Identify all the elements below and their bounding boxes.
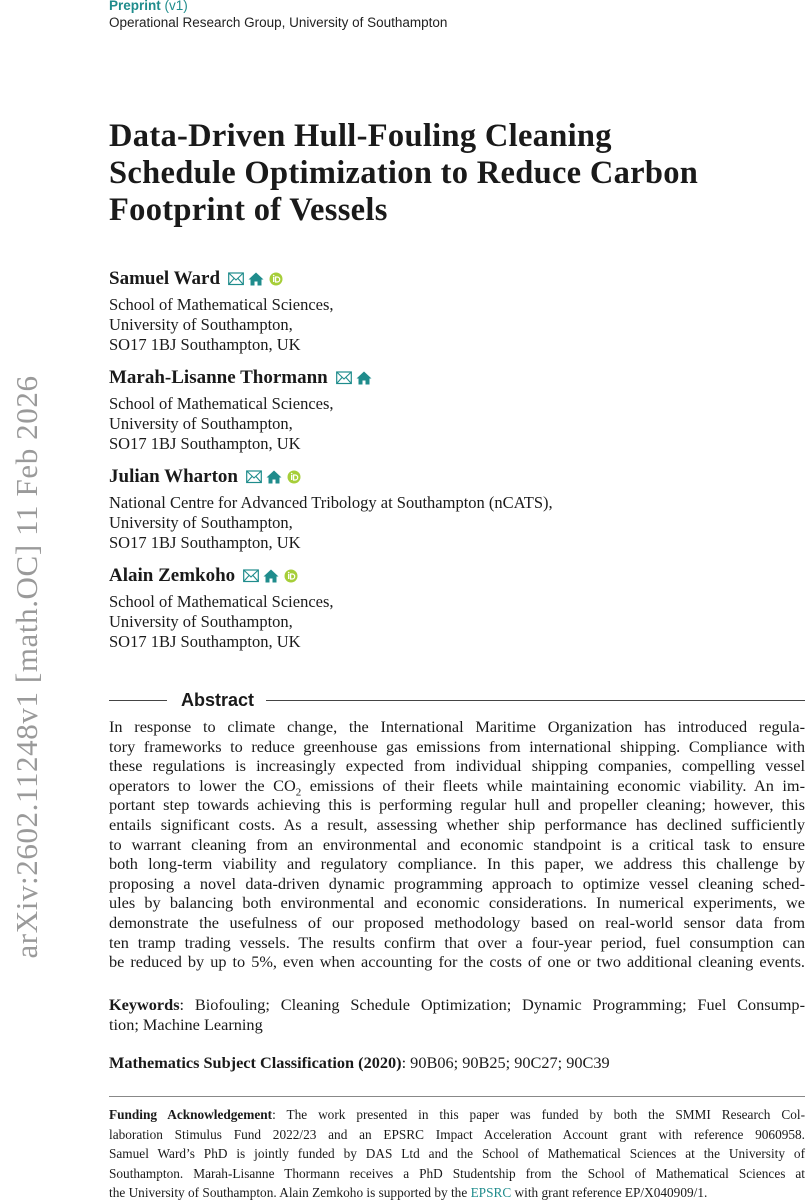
home-icon[interactable] xyxy=(356,371,372,385)
funding-label: Funding Acknowledgement xyxy=(109,1107,273,1122)
preprint-text: Preprint xyxy=(109,0,161,13)
footnote-divider xyxy=(109,1096,805,1097)
keywords xyxy=(109,995,805,1034)
abstract-line xyxy=(109,775,805,799)
abstract-line: be reduced by up to 5%, even when accounting for the costs of one or two additional cleaning events. xyxy=(109,952,805,972)
abstract-line: In response to climate change, the International Maritime Organization has introduced regula- xyxy=(109,717,805,736)
funding-text: the University of Southampton. Alain Zemkoho is supported by the xyxy=(109,1185,471,1201)
title-line: Footprint of Vessels xyxy=(109,192,388,228)
subscript: 2 xyxy=(295,786,302,799)
author-name-row xyxy=(109,465,553,489)
author-name: Marah-Lisanne Thormann xyxy=(109,367,328,388)
email-icon[interactable] xyxy=(246,470,262,484)
author-affiliation xyxy=(109,295,334,355)
funding-text: laboration Stimulus Fund 2022/23 and an EPSRC Impact Acceleration Account grant with reference 9060958. xyxy=(109,1126,805,1142)
orcid-icon[interactable] xyxy=(268,272,284,286)
author-name: Julian Wharton xyxy=(109,466,238,487)
title-line: Data-Driven Hull-Fouling Cleaning xyxy=(109,118,612,154)
affiliation-line: University of Southampton, xyxy=(109,414,293,433)
paper-title xyxy=(109,118,799,229)
keywords-label: Keywords xyxy=(109,995,180,1014)
author-block xyxy=(109,465,553,553)
divider xyxy=(109,700,167,701)
preprint-label xyxy=(109,0,188,13)
funding-text: with grant reference EP/X040909/1. xyxy=(511,1185,708,1201)
abstract-line: both long-term viability and regulatory compliance. In this paper, we address this challenge by xyxy=(109,854,805,874)
abstract-body xyxy=(109,717,805,972)
author-block xyxy=(109,267,334,355)
orcid-icon[interactable] xyxy=(286,470,302,484)
abstract-title: Abstract xyxy=(181,690,255,710)
keywords-text: : Biofouling; Cleaning Schedule Optimization; Dynamic Programming; Fuel Consump- xyxy=(179,995,805,1014)
author-block xyxy=(109,564,334,652)
author-affiliation xyxy=(109,394,372,454)
abstract-line: proposing a novel data-driven dynamic programming approach to optimize vessel cleaning sched- xyxy=(109,873,805,893)
abstract-line: tory frameworks to reduce greenhouse gas emissions from international shipping. Compliance with xyxy=(109,736,805,756)
group-label: Operational Research Group, University of Southampton xyxy=(109,15,448,30)
orcid-icon[interactable] xyxy=(283,569,299,583)
affiliation-line: SO17 1BJ Southampton, UK xyxy=(109,632,301,651)
affiliation-line: SO17 1BJ Southampton, UK xyxy=(109,335,301,354)
arxiv-stamp: arXiv:2602.11248v1 [math.OC] 11 Feb 2026 xyxy=(9,375,44,959)
abstract-text: emissions of their fleets while maintaining economic viability. An im- xyxy=(301,775,805,795)
author-name-row xyxy=(109,267,334,291)
funding-text: Samuel Ward’s PhD is jointly funded by DAS Ltd and the School of Mathematical Sciences at the University of xyxy=(109,1146,805,1162)
funding-acknowledgement xyxy=(109,1105,805,1203)
msc xyxy=(109,1053,610,1073)
email-icon[interactable] xyxy=(243,569,259,583)
abstract-line: ten tramp trading vessels. The results confirm that over a four-year period, fuel consumption can xyxy=(109,932,805,952)
author-name: Samuel Ward xyxy=(109,268,221,289)
author-name-row xyxy=(109,564,334,588)
abstract-line: to warrant cleaning from an environmental and economic standpoint is a critical task to ensure xyxy=(109,834,805,854)
abstract-heading xyxy=(109,690,805,711)
email-icon[interactable] xyxy=(336,371,352,385)
funding-text: Southampton. Marah-Lisanne Thormann receives a PhD Studentship from the School of Mathematical Sciences at xyxy=(109,1165,805,1181)
affiliation-line: SO17 1BJ Southampton, UK xyxy=(109,434,301,453)
abstract-line: these regulations is increasingly expected from individual shipping companies, compelling vessel xyxy=(109,756,805,776)
affiliation-line: School of Mathematical Sciences, xyxy=(109,592,334,611)
msc-value: : 90B06; 90B25; 90C27; 90C39 xyxy=(401,1053,610,1072)
abstract-line: ules by balancing both environmental and economic considerations. In numerical experiments, we xyxy=(109,893,805,913)
funding-text: : The work presented in this paper was funded by both the SMMI Research Col- xyxy=(272,1107,805,1122)
home-icon[interactable] xyxy=(263,569,279,583)
author-affiliation xyxy=(109,493,553,553)
keywords-text: tion; Machine Learning xyxy=(109,1014,263,1034)
abstract-line: entails significant costs. As a result, assessing whether ship performance has declined sufficiently xyxy=(109,814,805,834)
title-line: Schedule Optimization to Reduce Carbon xyxy=(109,155,699,191)
affiliation-line: School of Mathematical Sciences, xyxy=(109,295,334,314)
author-block xyxy=(109,366,372,454)
epsrc-link[interactable]: EPSRC xyxy=(470,1185,512,1201)
affiliation-line: National Centre for Advanced Tribology at Southampton (nCATS), xyxy=(109,493,553,512)
affiliation-line: University of Southampton, xyxy=(109,612,293,631)
affiliation-line: School of Mathematical Sciences, xyxy=(109,394,334,413)
affiliation-line: SO17 1BJ Southampton, UK xyxy=(109,533,301,552)
abstract-line: portant step towards achieving this is performing regular hull and propeller cleaning; however, this xyxy=(109,795,805,815)
msc-label: Mathematics Subject Classification (2020) xyxy=(109,1053,402,1072)
home-icon[interactable] xyxy=(266,470,282,484)
affiliation-line: University of Southampton, xyxy=(109,315,293,334)
email-icon[interactable] xyxy=(228,272,244,286)
home-icon[interactable] xyxy=(248,272,264,286)
version-text: (v1) xyxy=(164,0,188,13)
divider xyxy=(266,700,805,701)
abstract-text: operators to lower the CO xyxy=(109,775,296,795)
author-name: Alain Zemkoho xyxy=(109,565,236,586)
abstract-line: demonstrate the usefulness of our proposed methodology based on real-world sensor data from xyxy=(109,912,805,932)
affiliation-line: University of Southampton, xyxy=(109,513,293,532)
author-name-row xyxy=(109,366,372,390)
author-affiliation xyxy=(109,592,334,652)
